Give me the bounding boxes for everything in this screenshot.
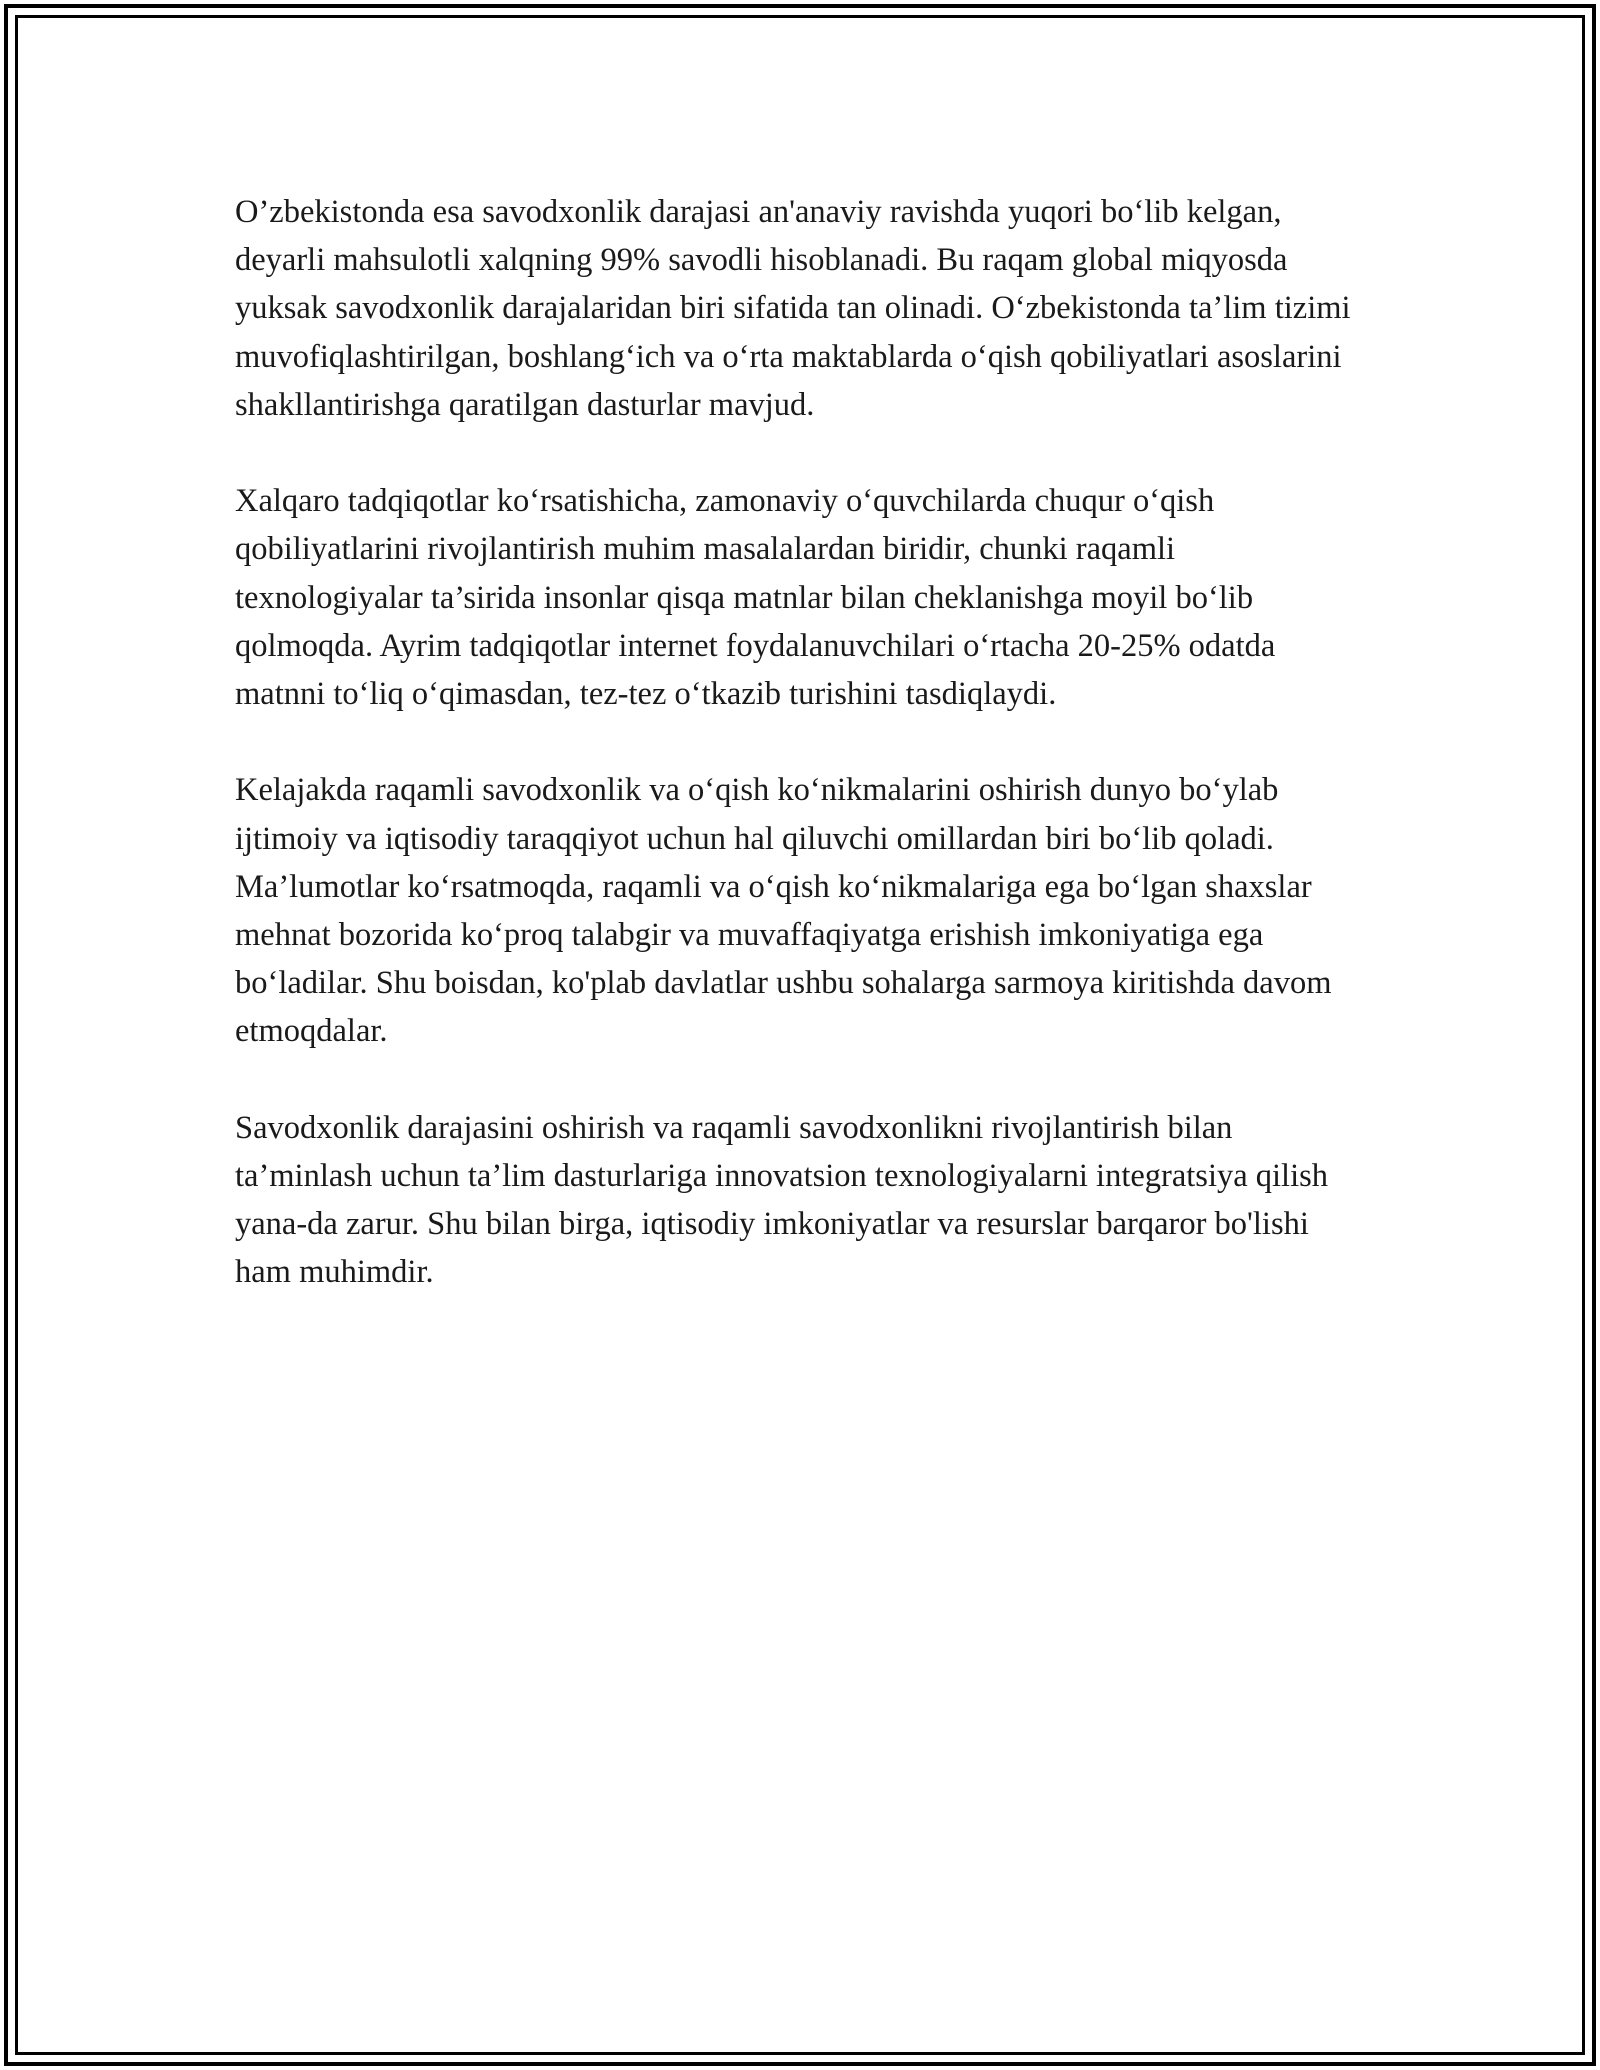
paragraph-future-digital-literacy: Kelajakda raqamli savodxonlik va o‘qish ko‘nikmalarini oshirish dunyo bo‘ylab ijtimoiy va iqtisodiy taraqqiyot uchun hal qiluvchi omillardan biri bo‘lib qoladi. Ma’lumotlar ko‘rsatmoqda, raqamli va o‘qish ko‘nikmalariga ega bo‘lgan shaxslar mehnat bozorida ko‘proq talabgir va muvaffaqiyatga erishish imkoniyatiga ega bo‘ladilar. Shu boisdan, ko'plab davlatlar ushbu sohalarga sarmoya kiritishda davom etmoqdalar. (235, 772, 1332, 1050)
paragraph-international-research: Xalqaro tadqiqotlar ko‘rsatishicha, zamonaviy o‘quvchilarda chuqur o‘qish qobiliyatlarini rivojlantirish muhim masalalardan biridir, chunki raqamli texnologiyalar ta’sirida insonlar qisqa matnlar bilan cheklanishga moyil bo‘lib qolmoqda. Ayrim tadqiqotlar internet foydalanuvchilari o‘rtacha 20-25% odatda matnni to‘liq o‘qimasdan, tez-tez o‘tkazib turishini tasdiqlaydi. (235, 483, 1276, 713)
paragraph-literacy-uzbekistan: O’zbekistonda esa savodxonlik darajasi an'anaviy ravishda yuqori bo‘lib kelgan, deyarli mahsulotli xalqning 99% savodli hisoblanadi. Bu raqam global miqyosda yuksak savodxonlik darajalaridan biri sifatida tan olinadi. O‘zbekistonda ta’lim tizimi muvofiqlashtirilgan, boshlang‘ich va o‘rta maktablarda o‘qish qobiliyatlari asoslarini shakllantirishga qaratilgan dasturlar mavjud. (235, 194, 1351, 423)
paragraph-education-innovation: Savodxonlik darajasini oshirish va raqamli savodxonlikni rivojlantirish bilan ta’minlash uchun ta’lim dasturlariga innovatsion texnologiyalarni integratsiya qilish yana-da zarur. Shu bilan birga, iqtisodiy imkoniyatlar va resurslar barqaror bo'lishi ham muhimdir. (235, 1109, 1329, 1291)
document-body (235, 188, 1370, 1297)
